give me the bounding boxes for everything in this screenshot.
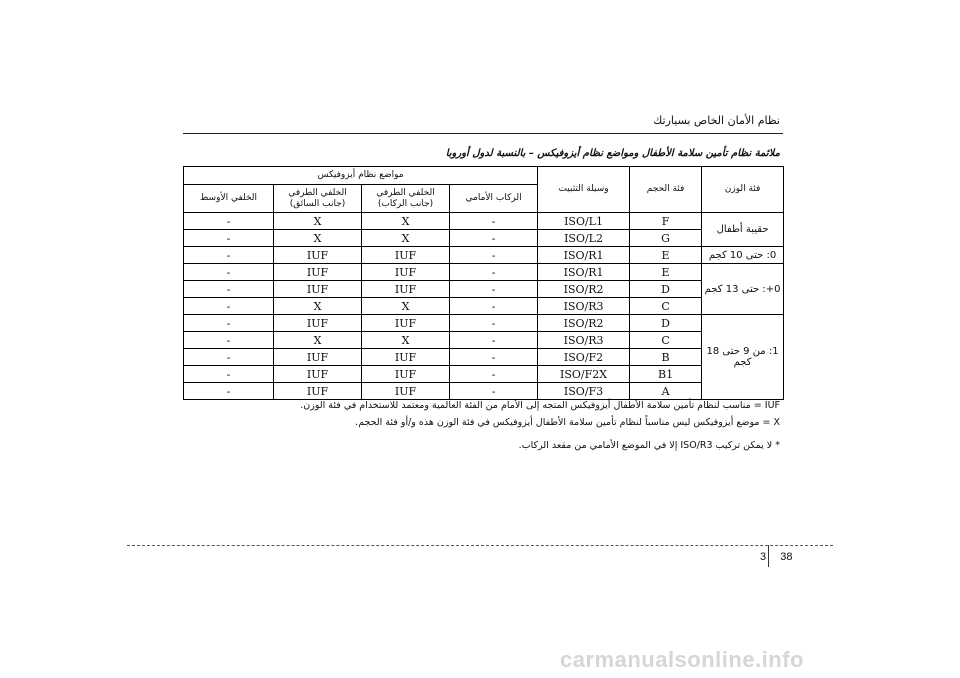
size-cell: D: [630, 281, 702, 298]
rear-driver-cell: X: [274, 213, 362, 230]
rear-passenger-cell: IUF: [362, 247, 450, 264]
rear-driver-cell: IUF: [274, 281, 362, 298]
note-iso-r3: * لا يمكن تركيب ISO/R3 إلا في الموضع الأمامي من مقعد الركاب.: [518, 440, 780, 451]
rear-driver-cell: X: [274, 332, 362, 349]
size-cell: A: [630, 383, 702, 400]
header-rear-outboard-passenger-sub: (جانب الركاب): [377, 198, 434, 209]
note-x: X = موضع أيزوفيكس ليس مناسباً لنظام تأمين سلامة الأطفال أيزوفيكس في فئة الوزن هذه و/أو فئة الحجم.: [355, 417, 780, 428]
rear-center-cell: -: [184, 366, 274, 383]
fixture-cell: ISO/L2: [538, 230, 630, 247]
isofix-suitability-table: [183, 166, 784, 400]
rear-driver-cell: IUF: [274, 383, 362, 400]
rear-driver-cell: X: [274, 298, 362, 315]
rear-center-cell: -: [184, 230, 274, 247]
table-row: [184, 264, 784, 281]
rear-center-cell: -: [184, 349, 274, 366]
fixture-cell: ISO/R3: [538, 332, 630, 349]
fixture-cell: ISO/R1: [538, 264, 630, 281]
rear-passenger-cell: IUF: [362, 281, 450, 298]
rear-passenger-cell: IUF: [362, 366, 450, 383]
table-row: [184, 298, 784, 315]
rear-passenger-cell: X: [362, 332, 450, 349]
rear-passenger-cell: IUF: [362, 383, 450, 400]
front-cell: -: [450, 230, 538, 247]
size-cell: B1: [630, 366, 702, 383]
header-rear-outboard-passenger-label: الخلفي الطرفي: [376, 187, 435, 198]
header-rear-center: الخلفي الأوسط: [184, 185, 274, 213]
table-row: [184, 332, 784, 349]
front-cell: -: [450, 247, 538, 264]
rear-center-cell: -: [184, 315, 274, 332]
note-iuf: IUF = مناسب لنظام تأمين سلامة الأطفال أيزوفيكس المتجه إلى الأمام من الفئة العالمية ومعتمد للاستخدام في فئة الوزن.: [300, 400, 780, 411]
rear-passenger-cell: IUF: [362, 264, 450, 281]
rear-center-cell: -: [184, 213, 274, 230]
fixture-cell: ISO/R1: [538, 247, 630, 264]
weight-group-carrycot: حقيبة أطفال: [702, 213, 784, 247]
size-cell: C: [630, 298, 702, 315]
rear-driver-cell: IUF: [274, 315, 362, 332]
front-cell: -: [450, 298, 538, 315]
rear-driver-cell: IUF: [274, 349, 362, 366]
rear-passenger-cell: IUF: [362, 315, 450, 332]
page-number-value: 38: [780, 551, 793, 563]
header-isofix-positions: مواضع نظام أيزوفيكس: [184, 167, 538, 185]
table-row: [184, 247, 784, 264]
fixture-cell: ISO/F2X: [538, 366, 630, 383]
rear-passenger-cell: X: [362, 298, 450, 315]
fixture-cell: ISO/R3: [538, 298, 630, 315]
rear-center-cell: -: [184, 383, 274, 400]
header-divider: [183, 133, 783, 134]
rear-center-cell: -: [184, 247, 274, 264]
fixture-cell: ISO/L1: [538, 213, 630, 230]
header-rear-outboard-driver: [274, 185, 362, 213]
table-caption: ملائمة نظام تأمين سلامة الأطفال ومواضع نظام أيزوفيكس – بالنسبة لدول أوروبا: [445, 148, 780, 159]
size-cell: E: [630, 264, 702, 281]
rear-passenger-cell: X: [362, 213, 450, 230]
page-number: [760, 551, 793, 563]
footer-divider: [127, 545, 833, 546]
rear-center-cell: -: [184, 264, 274, 281]
fixture-cell: ISO/R2: [538, 315, 630, 332]
size-cell: D: [630, 315, 702, 332]
header-rear-outboard-driver-label: الخلفي الطرفي: [288, 187, 347, 198]
header-weight-class: فئة الوزن: [702, 167, 784, 213]
front-cell: -: [450, 349, 538, 366]
rear-passenger-cell: IUF: [362, 349, 450, 366]
table-row: [184, 366, 784, 383]
rear-passenger-cell: X: [362, 230, 450, 247]
front-cell: -: [450, 264, 538, 281]
front-cell: -: [450, 332, 538, 349]
front-cell: -: [450, 213, 538, 230]
weight-group-0plus: 0+: حتى 13 كجم: [702, 264, 784, 315]
table-row: [184, 230, 784, 247]
table-row: [184, 281, 784, 298]
front-cell: -: [450, 366, 538, 383]
rear-center-cell: -: [184, 332, 274, 349]
header-front-passenger: الركاب الأمامي: [450, 185, 538, 213]
rear-center-cell: -: [184, 298, 274, 315]
header-size-class: فئة الحجم: [630, 167, 702, 213]
size-cell: E: [630, 247, 702, 264]
rear-driver-cell: X: [274, 230, 362, 247]
size-cell: B: [630, 349, 702, 366]
fixture-cell: ISO/F2: [538, 349, 630, 366]
front-cell: -: [450, 281, 538, 298]
size-cell: G: [630, 230, 702, 247]
rear-driver-cell: IUF: [274, 366, 362, 383]
front-cell: -: [450, 315, 538, 332]
header-rear-outboard-passenger: [362, 185, 450, 213]
chapter-number: 3: [760, 551, 767, 563]
header-rear-outboard-driver-sub: (جانب السائق): [289, 198, 346, 209]
table-row: [184, 315, 784, 332]
section-title: نظام الأمان الخاص بسيارتك: [653, 114, 780, 127]
header-fixture: وسيلة التثبيت: [538, 167, 630, 213]
size-cell: F: [630, 213, 702, 230]
weight-group-1: 1: من 9 حتى 18 كجم: [702, 315, 784, 400]
watermark: carmanualsonline.info: [560, 647, 804, 672]
rear-driver-cell: IUF: [274, 264, 362, 281]
fixture-cell: ISO/F3: [538, 383, 630, 400]
table-notes: [160, 397, 780, 454]
size-cell: C: [630, 332, 702, 349]
front-cell: -: [450, 383, 538, 400]
table-row: [184, 349, 784, 366]
weight-group-0: 0: حتى 10 كجم: [702, 247, 784, 264]
fixture-cell: ISO/R2: [538, 281, 630, 298]
rear-center-cell: -: [184, 281, 274, 298]
table-row: [184, 213, 784, 230]
rear-driver-cell: IUF: [274, 247, 362, 264]
